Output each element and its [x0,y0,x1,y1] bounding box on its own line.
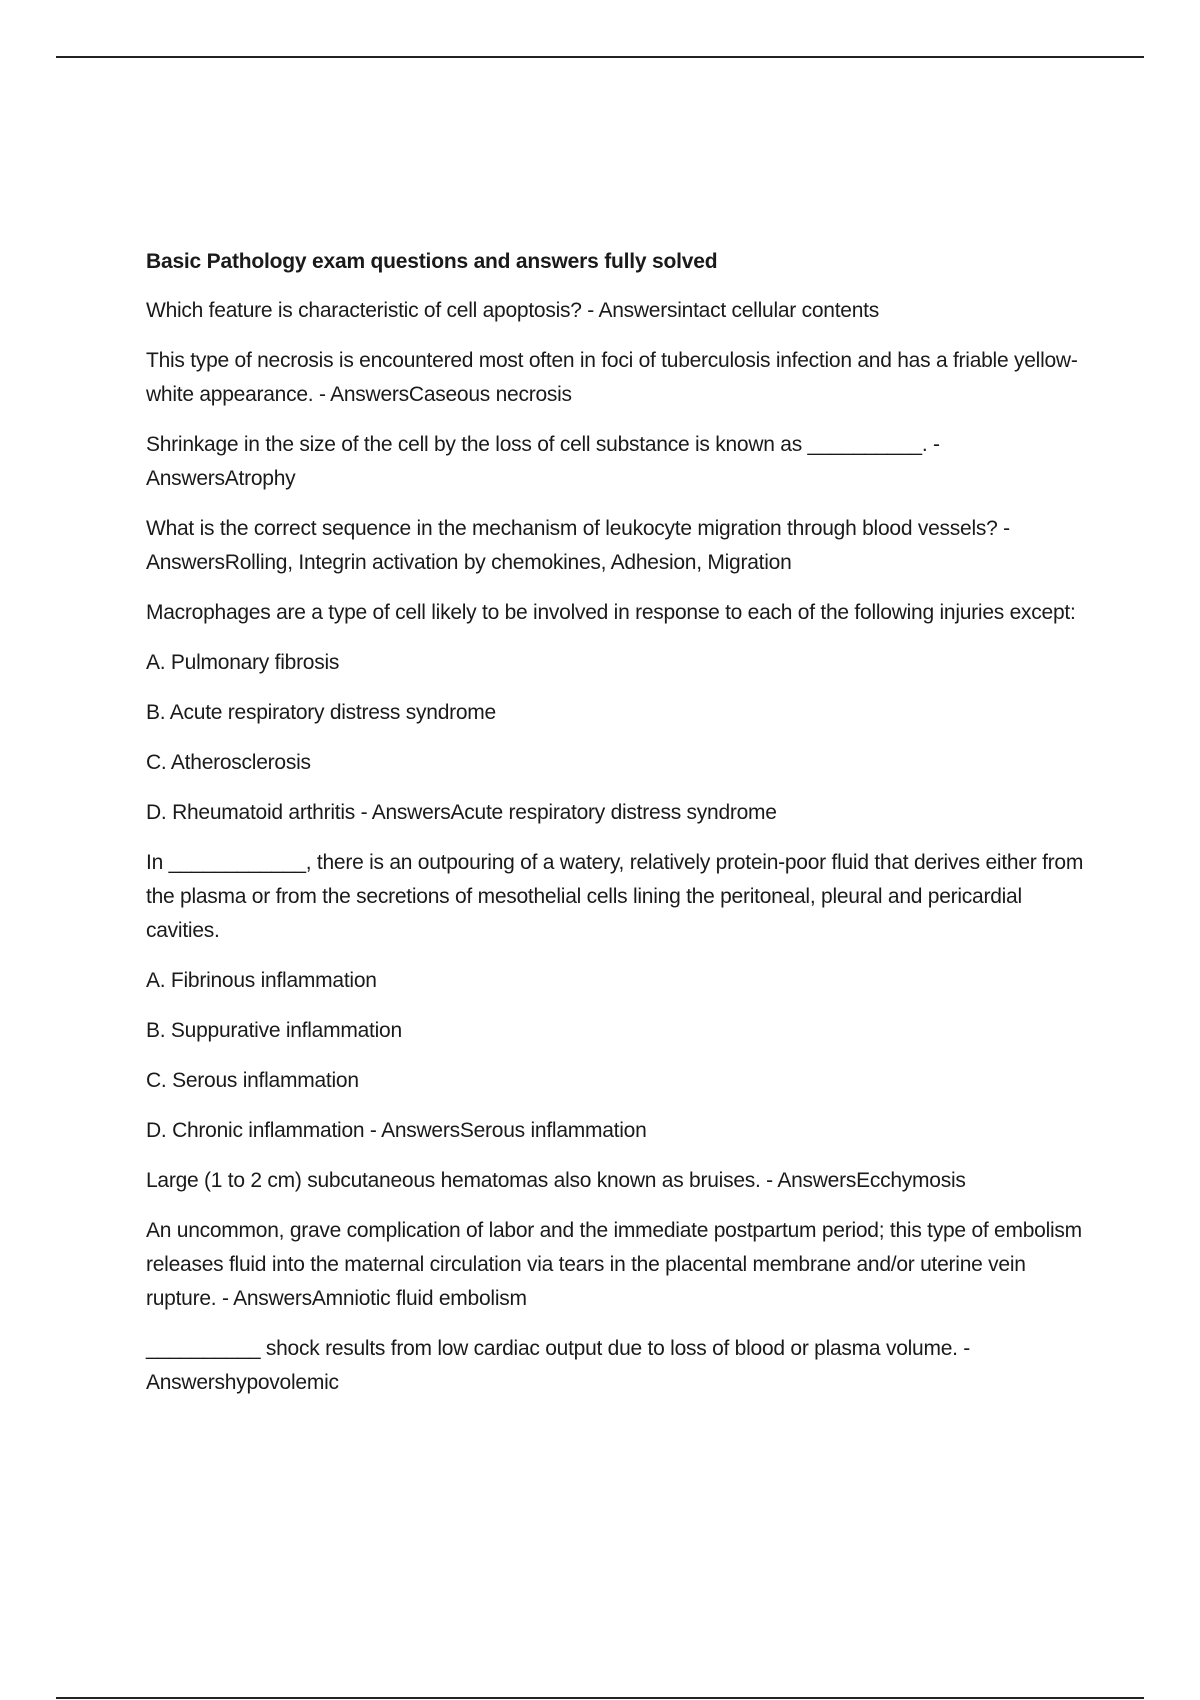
answer-option: A. Pulmonary fibrosis [146,651,340,674]
qa-paragraph: An uncommon, grave complication of labor and the immediate postpartum period; this type of embolism releases fluid into the maternal circulation via tears in the placental membrane and/or uterine vein rupture. - AnswersAmniotic fluid embolism [146,1219,1088,1310]
document-title: Basic Pathology exam questions and answers fully solved [146,250,718,273]
answer-option: C. Atherosclerosis [146,751,311,774]
qa-paragraph: Large (1 to 2 cm) subcutaneous hematomas also known as bruises. - AnswersEcchymosis [146,1169,966,1192]
answer-option: B. Suppurative inflammation [146,1019,402,1042]
header-rule [56,56,1144,58]
answer-option: A. Fibrinous inflammation [146,969,377,992]
qa-paragraph: Shrinkage in the size of the cell by the loss of cell substance is known as __________. - AnswersAtrophy [146,433,945,490]
answer-option: B. Acute respiratory distress syndrome [146,701,496,724]
qa-paragraph: __________ shock results from low cardiac output due to loss of blood or plasma volume. - Answershypovolemic [146,1337,975,1394]
qa-paragraph: Which feature is characteristic of cell apoptosis? - Answersintact cellular contents [146,299,880,322]
qa-paragraph: This type of necrosis is encountered most often in foci of tuberculosis infection and has a friable yellow-white appearance. - AnswersCaseous necrosis [146,349,1078,406]
answer-option: D. Chronic inflammation - AnswersSerous inflammation [146,1119,647,1142]
qa-paragraph: What is the correct sequence in the mechanism of leukocyte migration through blood vessels? - AnswersRolling, Integrin activation by chemokines, Adhesion, Migration [146,517,1015,574]
document-body [146,247,1091,1416]
qa-paragraph: Macrophages are a type of cell likely to be involved in response to each of the following injuries except: [146,601,1076,624]
answer-option: C. Serous inflammation [146,1069,359,1092]
answer-option: D. Rheumatoid arthritis - AnswersAcute respiratory distress syndrome [146,801,777,824]
qa-paragraph: In ____________, there is an outpouring of a watery, relatively protein-poor fluid that derives either from the plasma or from the secretions of mesothelial cells lining the peritoneal, pleural and pericardial cavities. [146,851,1089,942]
footer-rule [56,1697,1144,1699]
